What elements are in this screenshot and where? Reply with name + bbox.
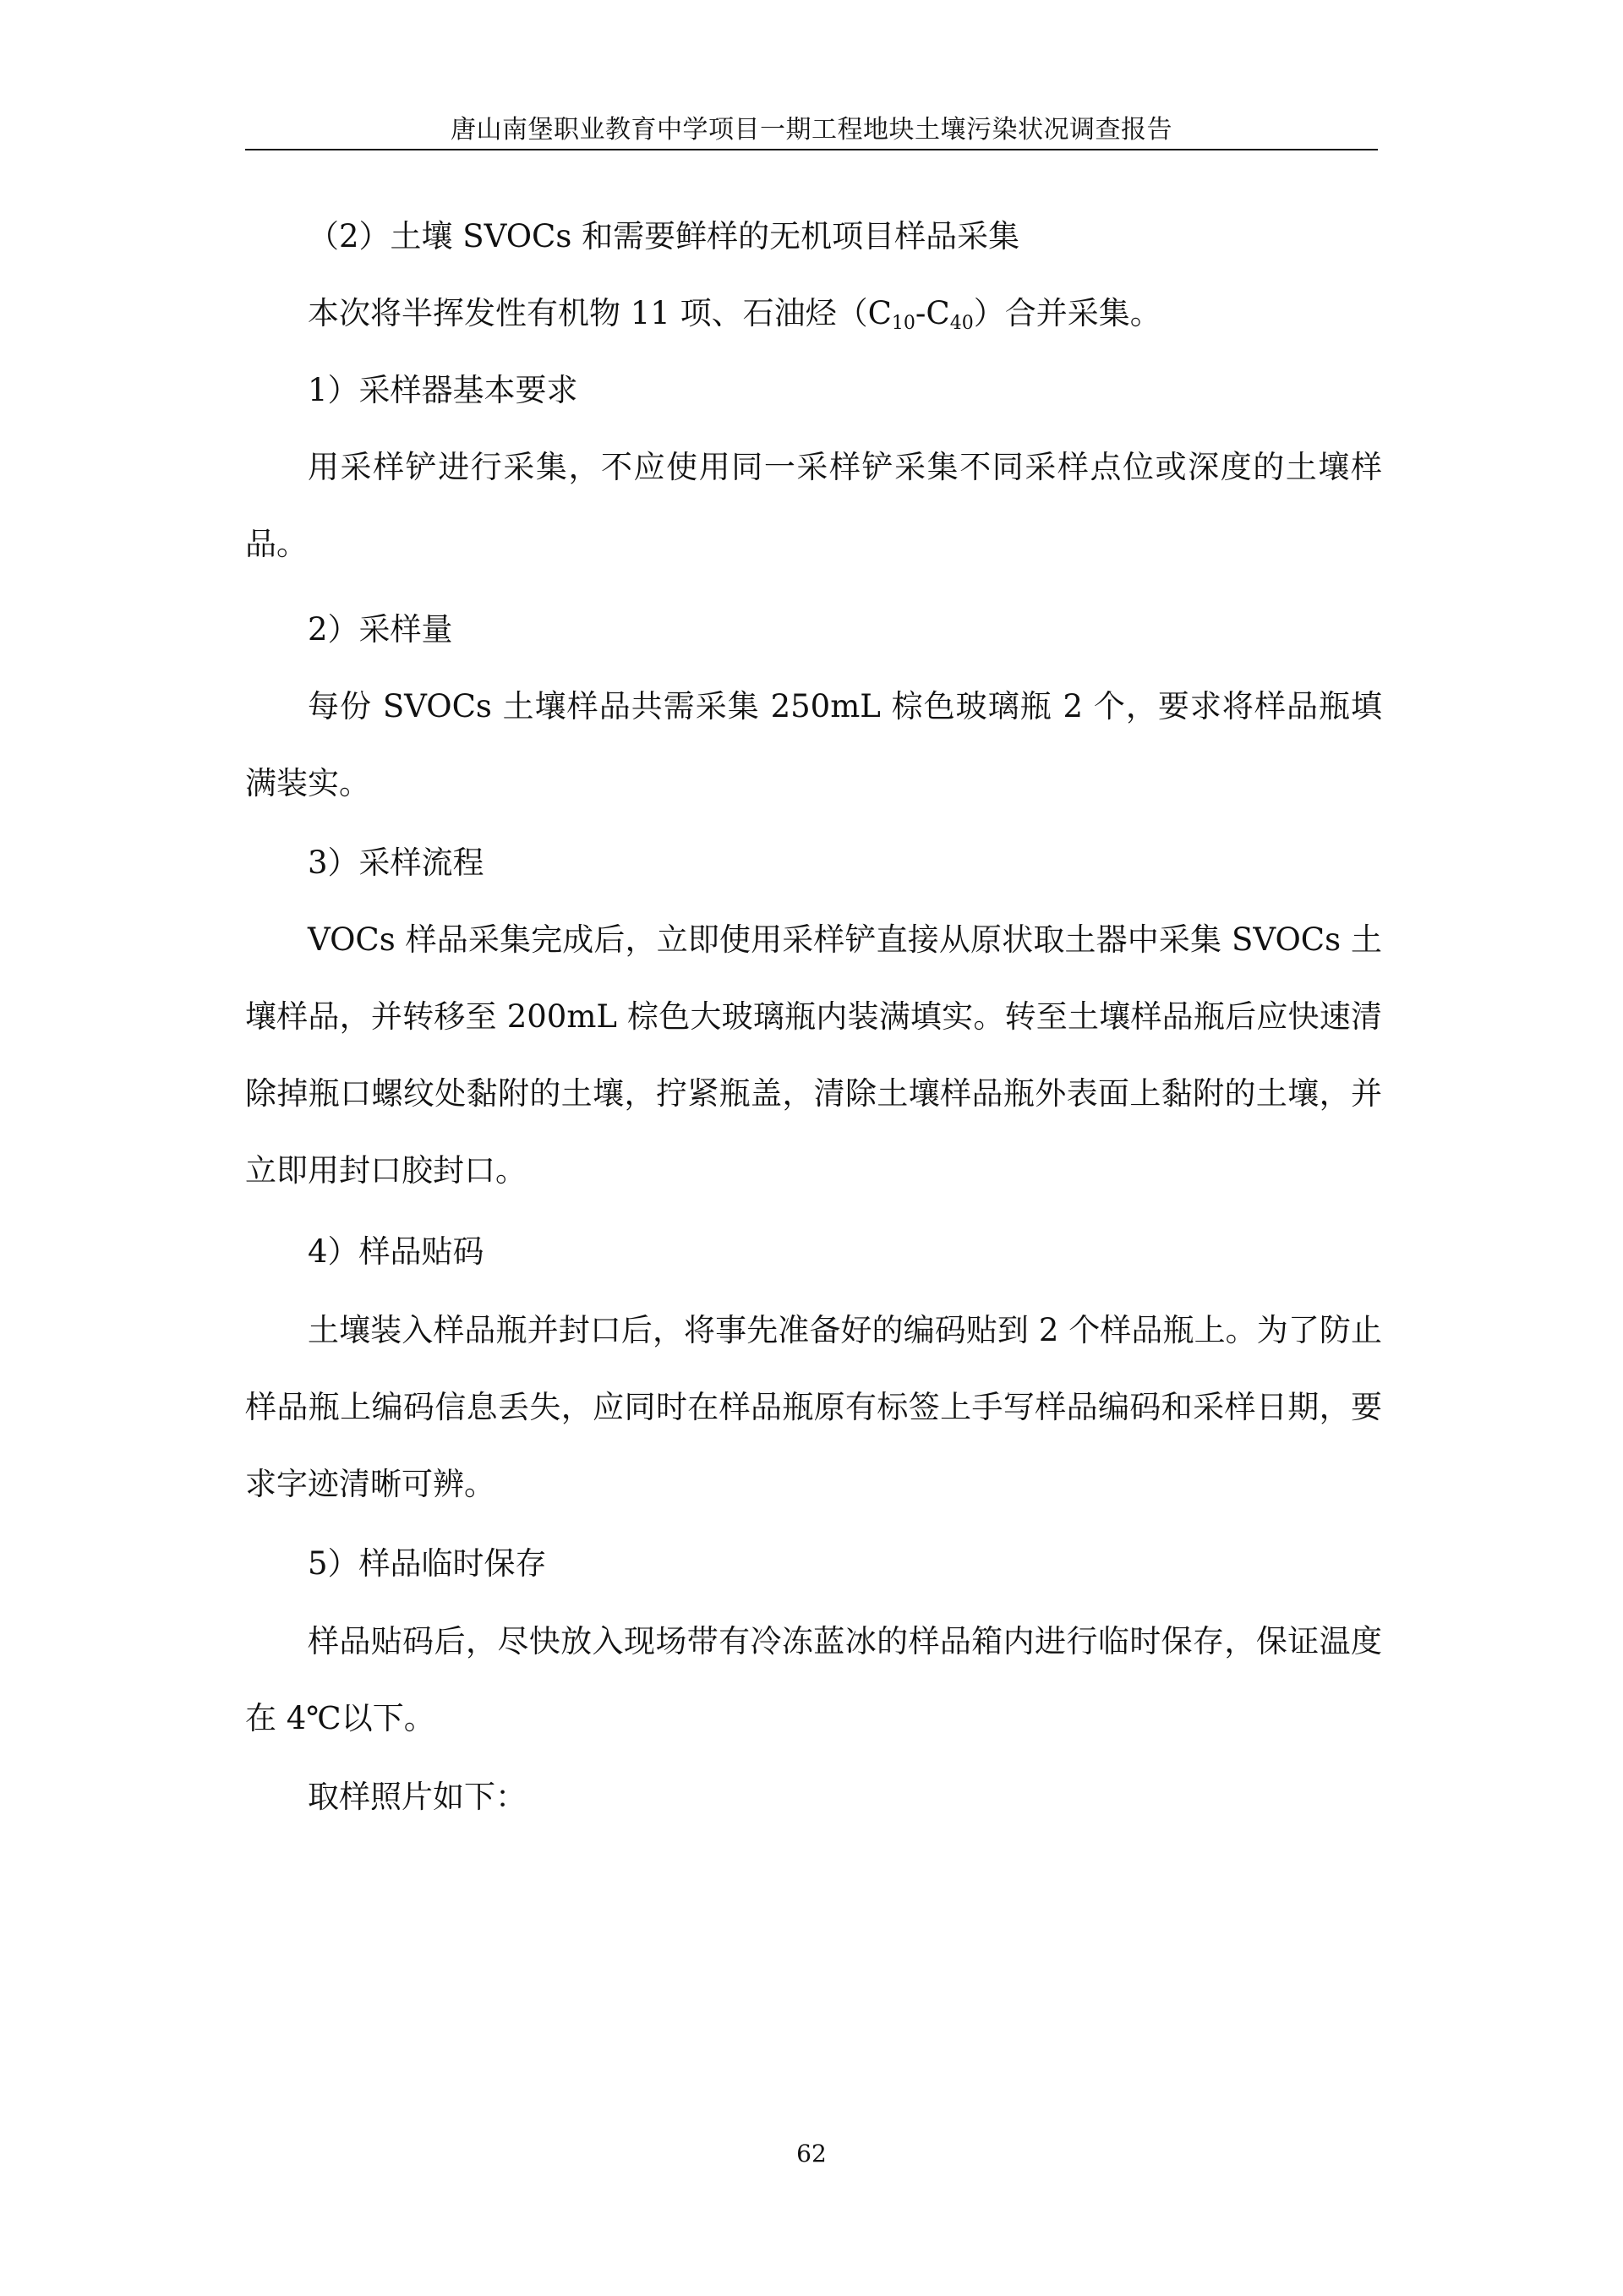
carbon-subscript-40: 40 bbox=[949, 313, 974, 334]
item4-heading: 4）样品贴码 bbox=[308, 1233, 484, 1270]
intro-text-middle: -C bbox=[915, 295, 950, 331]
item1-heading: 1）采样器基本要求 bbox=[308, 372, 578, 408]
item5-heading: 5）样品临时保存 bbox=[308, 1545, 547, 1582]
item1-paragraph: 用采样铲进行采集，不应使用同一采样铲采集不同采样点位或深度的土壤样品。 bbox=[245, 449, 1382, 562]
item3-heading: 3）采样流程 bbox=[308, 845, 484, 881]
intro-text-start: 本次将半挥发性有机物 11 项、石油烃（C bbox=[308, 295, 892, 331]
item5-paragraph: 样品贴码后，尽快放入现场带有冷冻蓝冰的样品箱内进行临时保存，保证温度在 4℃以下。 bbox=[245, 1623, 1382, 1736]
intro-paragraph bbox=[245, 275, 1382, 352]
carbon-subscript-10: 10 bbox=[891, 313, 915, 334]
item2-paragraph: 每份 SVOCs 土壤样品共需采集 250mL 棕色玻璃瓶 2 个，要求将样品瓶填满装实。 bbox=[245, 688, 1382, 801]
item2-heading: 2）采样量 bbox=[308, 611, 453, 648]
page-number: 62 bbox=[796, 2140, 827, 2168]
item4-paragraph: 土壤装入样品瓶并封口后，将事先准备好的编码贴到 2 个样品瓶上。为了防止样品瓶上编码信息丢失，应同时在样品瓶原有标签上手写样品编码和采样日期，要求字迹清晰可辨。 bbox=[245, 1312, 1382, 1502]
item3-paragraph: VOCs 样品采集完成后，立即使用采样铲直接从原状取土器中采集 SVOCs 土壤样品，并转移至 200mL 棕色大玻璃瓶内装满填实。转至土壤样品瓶后应快速清除掉瓶口螺纹处黏附的土壤，拧紧瓶盖，清除土壤样品瓶外表面上黏附的土壤，并立即用封口胶封口。 bbox=[245, 921, 1382, 1189]
section-heading: （2）土壤 SVOCs 和需要鲜样的无机项目样品采集 bbox=[308, 218, 1020, 254]
intro-text-end: ）合并采集。 bbox=[973, 295, 1161, 331]
photo-caption: 取样照片如下： bbox=[308, 1779, 527, 1815]
running-header: 唐山南堡职业教育中学项目一期工程地块土壤污染状况调查报告 bbox=[451, 115, 1172, 145]
header-divider bbox=[245, 149, 1378, 150]
